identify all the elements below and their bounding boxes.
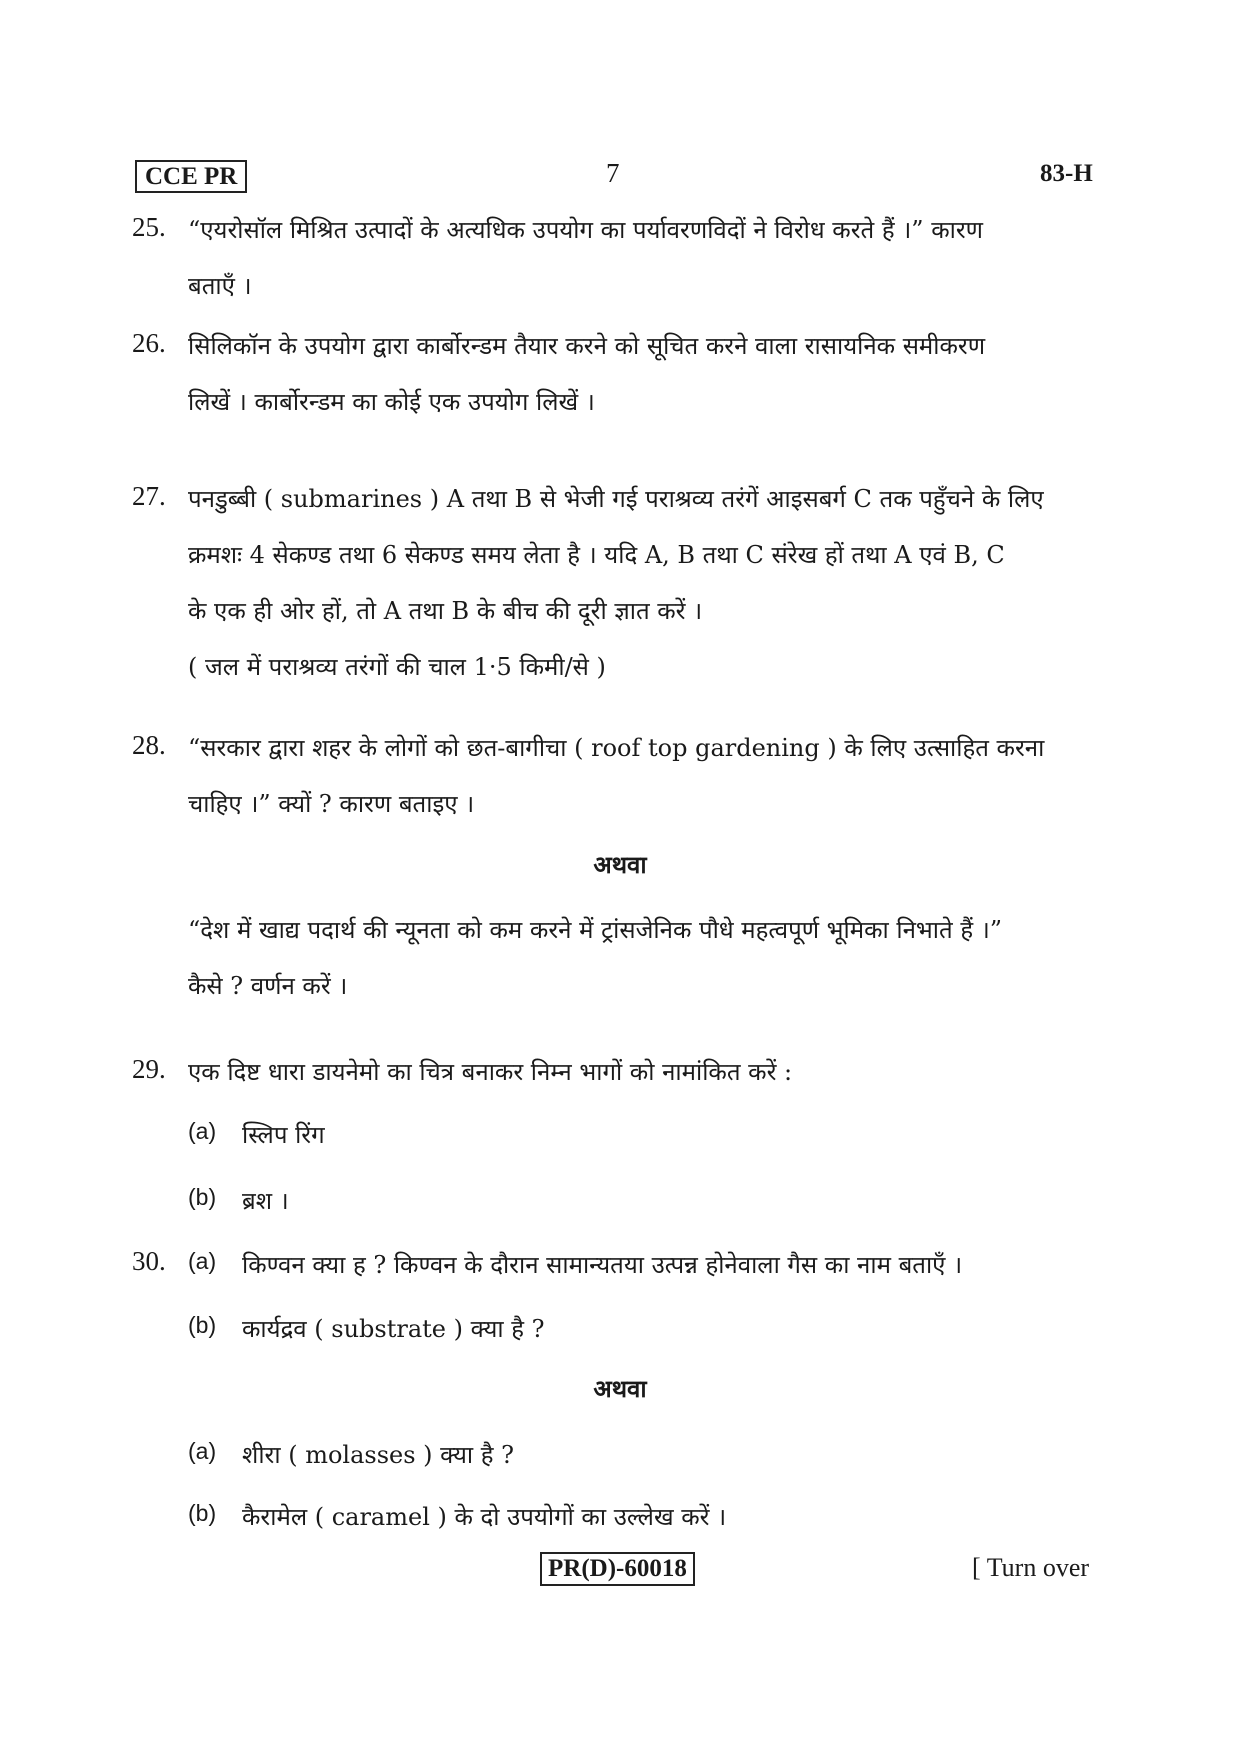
question-line: पनडुब्बी ( submarines ) A तथा B से भेजी गई पराश्रव्य तरंगें आइसबर्ग C तक पहुँचने के लिए	[188, 485, 1044, 513]
sub-question-text: किण्वन क्या ह ? किण्वन के दौरान सामान्यतया उत्पन्न होनेवाला गैस का नाम बताएँ ।	[242, 1251, 963, 1279]
question-number: 29.	[132, 1054, 166, 1084]
or-heading: अथवा	[593, 1374, 647, 1403]
sub-question-label: (b)	[188, 1312, 217, 1338]
sub-question-text: कार्यद्रव ( substrate ) क्या है ?	[242, 1315, 545, 1343]
question-line: एक दिष्ट धारा डायनेमो का चित्र बनाकर निम्न भागों को नामांकित करें :	[188, 1058, 793, 1086]
question-number: 30.	[132, 1246, 166, 1276]
question-number: 26.	[132, 328, 166, 358]
sub-question-label: (b)	[188, 1500, 217, 1526]
paper-code: 83-H	[1040, 160, 1093, 187]
question-28-text	[188, 720, 1108, 832]
question-line: “सरकार द्वारा शहर के लोगों को छत-बागीचा ( roof top gardening ) के लिए उत्साहित करना	[188, 734, 1045, 762]
paper-id-box: PR(D)-60018	[540, 1552, 695, 1586]
question-line: सिलिकॉन के उपयोग द्वारा कार्बोरन्डम तैयार करने को सूचित करने वाला रासायनिक समीकरण	[188, 332, 986, 360]
question-line: क्रमशः 4 सेकण्ड तथा 6 सेकण्ड समय लेता है । यदि A, B तथा C संरेख हों तथा A एवं B, C	[188, 541, 1005, 569]
question-25-text	[188, 202, 1108, 314]
question-number: 25.	[132, 212, 166, 242]
question-line: कैसे ? वर्णन करें ।	[188, 972, 348, 1000]
question-line: बताएँ ।	[188, 272, 252, 300]
sub-question-text: शीरा ( molasses ) क्या है ?	[242, 1441, 514, 1469]
sub-question-text: कैरामेल ( caramel ) के दो उपयोगों का उल्लेख करें ।	[242, 1503, 727, 1531]
sub-question-label: (a)	[188, 1438, 217, 1464]
sub-question-label: (a)	[188, 1248, 217, 1274]
page-number: 7	[606, 158, 620, 188]
question-line: के एक ही ओर हों, तो A तथा B के बीच की दूरी ज्ञात करें ।	[188, 597, 703, 625]
sub-question-text: ब्रश ।	[242, 1187, 289, 1215]
or-heading: अथवा	[593, 850, 647, 879]
question-line: लिखें । कार्बोरन्डम का कोई एक उपयोग लिखें ।	[188, 388, 595, 416]
paper-series-box: CCE PR	[135, 160, 247, 193]
sub-question-label: (a)	[188, 1118, 217, 1144]
question-28-alternative-text	[188, 902, 1108, 1014]
question-29-text	[188, 1044, 1108, 1100]
sub-question-text: स्लिप रिंग	[242, 1121, 325, 1149]
sub-question-label: (b)	[188, 1184, 217, 1210]
question-line: “देश में खाद्य पदार्थ की न्यूनता को कम करने में ट्रांसजेनिक पौधे महत्वपूर्ण भूमिका निभाते हैं ।”	[188, 916, 1003, 944]
question-line: चाहिए ।” क्यों ? कारण बताइए ।	[188, 790, 475, 818]
question-number: 27.	[132, 481, 166, 511]
question-26-text	[188, 318, 1108, 430]
question-line: “एयरोसॉल मिश्रित उत्पादों के अत्यधिक उपयोग का पर्यावरणविदों ने विरोध करते हैं ।” कारण	[188, 216, 984, 244]
question-number: 28.	[132, 730, 166, 760]
question-line: ( जल में पराश्रव्य तरंगों की चाल 1·5 किमी/से )	[188, 653, 606, 681]
turn-over-note: [ Turn over	[972, 1553, 1090, 1582]
question-27-text	[188, 471, 1108, 695]
